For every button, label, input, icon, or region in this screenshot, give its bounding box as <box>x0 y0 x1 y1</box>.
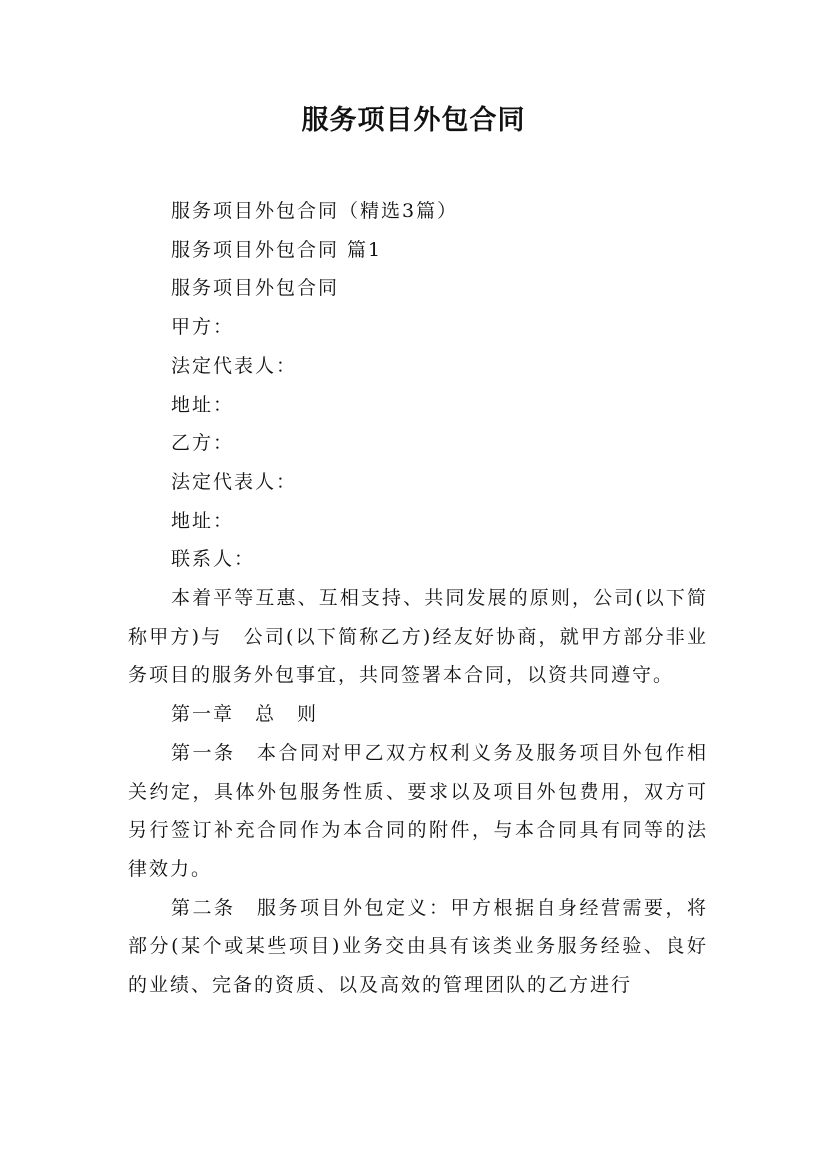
party-b-label: 乙方： <box>171 432 235 455</box>
party-b-representative-label: 法定代表人： <box>171 470 298 493</box>
party-a-address-label: 地址： <box>171 393 235 416</box>
article-one-paragraph: 第一条 本合同对甲乙双方权利义务及服务项目外包作相关约定，具体外包服务性质、要求以及项目外包费用，双方可另行签订补充合同作为本合同的附件，与本合同具有同等的法律效力。 <box>128 741 708 880</box>
party-a-representative-label: 法定代表人： <box>171 354 298 377</box>
article-two-paragraph: 第二条 服务项目外包定义：甲方根据自身经营需要，将部分(某个或某些项目)业务交由具有该类业务服务经验、良好的业绩、完备的资质、以及高效的管理团队的乙方进行 <box>128 896 708 997</box>
chapter-heading: 第一章 总 则 <box>171 703 319 726</box>
section-heading: 服务项目外包合同 篇1 <box>171 238 383 261</box>
party-a-label: 甲方： <box>171 316 235 339</box>
document-title: 服务项目外包合同 <box>301 105 526 136</box>
document-body <box>128 192 708 1005</box>
party-b-address-label: 地址： <box>171 509 235 532</box>
subtitle-line: 服务项目外包合同（精选3篇） <box>171 200 459 222</box>
contact-person-label: 联系人： <box>171 548 256 571</box>
preamble-paragraph: 本着平等互惠、互相支持、共同发展的原则，公司(以下简称甲方)与 公司(以下简称乙方)经友好协商，就甲方部分非业务项目的服务外包事宜，共同签署本合同，以资共同遵守。 <box>128 587 708 687</box>
contract-name-line: 服务项目外包合同 <box>171 277 340 300</box>
